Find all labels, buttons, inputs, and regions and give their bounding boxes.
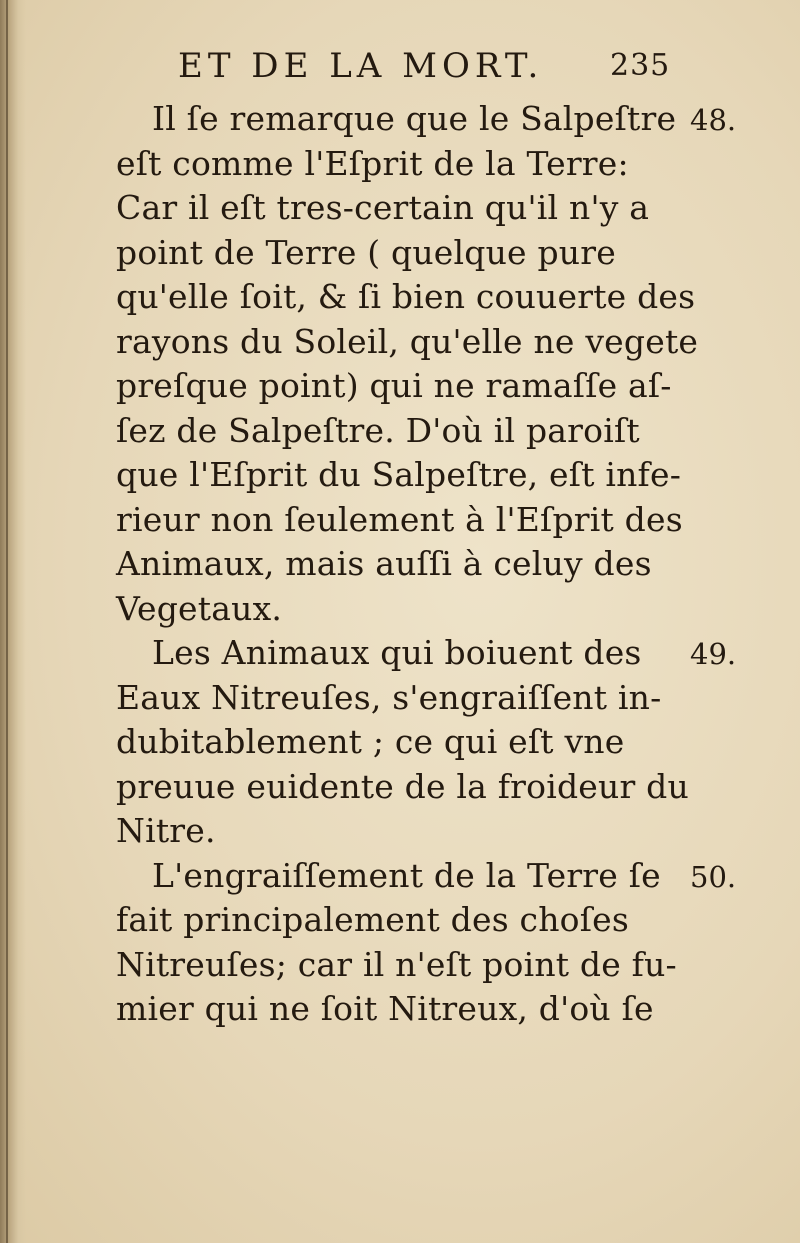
running-head: ET DE LA MORT.: [178, 46, 544, 86]
margin-note: 49.: [690, 637, 737, 671]
page-header: [178, 40, 698, 90]
text-line: ſez de Salpeſtre. D'où il paroiſt: [116, 410, 640, 450]
text-line: Car il eſt tres-certain qu'il n'y a: [116, 188, 650, 227]
margin-note: 50.: [690, 859, 737, 894]
text-line: que l'Eſprit du Salpeſtre, eſt infe-: [116, 455, 682, 494]
text-line: rieur non ſeulement à l'Eſprit des: [116, 499, 683, 539]
text-line: Les Animaux qui boiuent des: [152, 633, 642, 672]
text-line: qu'elle ſoit, & ſi bien couuerte des: [116, 277, 696, 316]
page-gutter: [0, 0, 26, 1243]
text-line: Vegetaux.: [116, 588, 283, 628]
gutter-edge: [6, 0, 8, 1243]
text-line: rayons du Soleil, qu'elle ne vegete: [116, 321, 699, 361]
text-line: Il ſe remarque que le Salpeſtre: [152, 99, 677, 138]
text-line: Eaux Nitreuſes, s'engraiſſent in-: [116, 677, 662, 717]
text-line: dubitablement ; ce qui eſt vne: [116, 722, 625, 761]
text-line: preuue euidente de la froideur du: [116, 766, 689, 806]
text-line: eſt comme l'Eſprit de la Terre:: [116, 143, 629, 183]
text-line: point de Terre ( quelque pure: [116, 232, 616, 272]
text-line: Nitreuſes; car il n'eſt point de fu-: [116, 944, 677, 984]
page-number: 235: [610, 48, 671, 83]
text-line: preſque point) qui ne ramaſſe aſ-: [116, 366, 672, 405]
text-line: L'engraiſſement de la Terre ſe: [152, 855, 661, 895]
margin-note: 48.: [690, 103, 737, 137]
text-line: Nitre.: [116, 811, 216, 850]
text-line: mier qui ne ſoit Nitreux, d'où ſe: [116, 989, 654, 1028]
body-text: [116, 97, 706, 1032]
text-line: Animaux, mais auſſi à celuy des: [116, 544, 652, 583]
text-line: fait principalement des choſes: [116, 900, 630, 939]
